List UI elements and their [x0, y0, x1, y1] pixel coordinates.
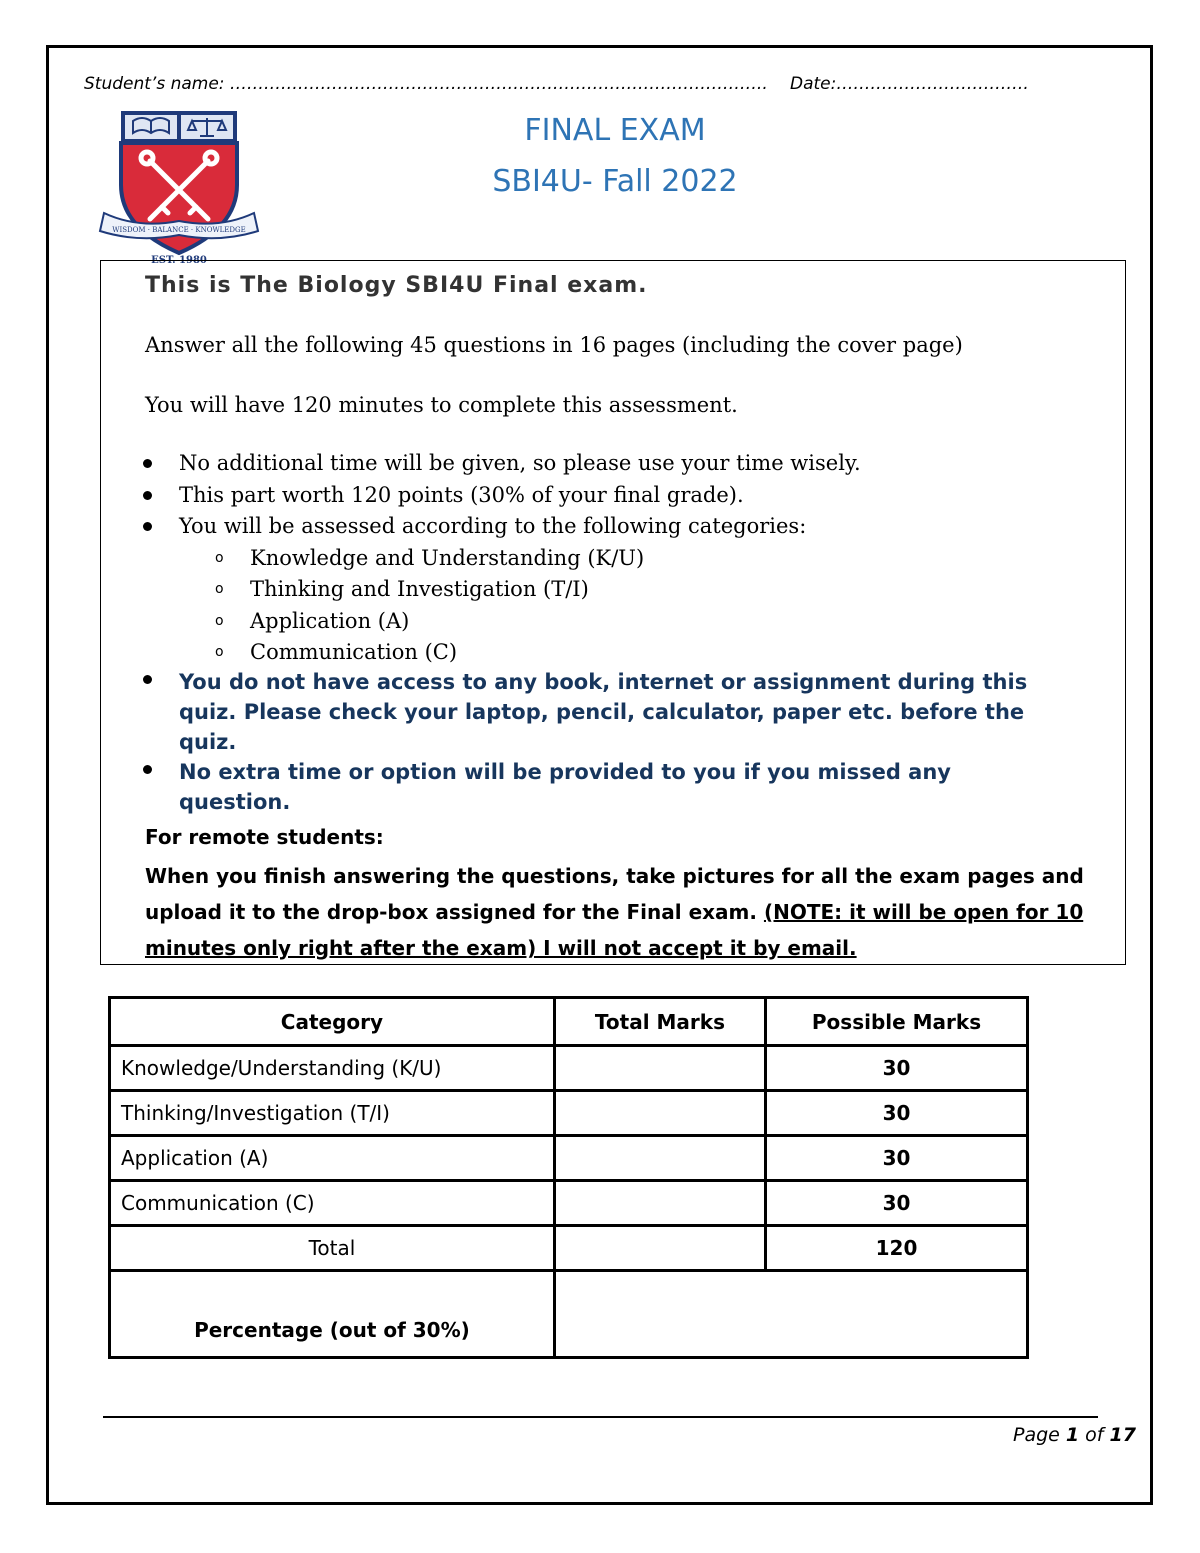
category-cell: Application (A) — [110, 1136, 555, 1181]
date-label: Date:……………………………. — [790, 74, 1029, 94]
exam-title: FINAL EXAM — [524, 113, 706, 148]
possible-marks-cell: 30 — [766, 1181, 1028, 1226]
bullet-dot-icon — [143, 459, 152, 468]
total-marks-cell — [554, 1091, 765, 1136]
bullet-text: You do not have access to any book, internet or assignment during this quiz. Please check your laptop, pencil, calculator, paper etc. before the quiz. — [179, 670, 1028, 754]
circle-bullet-icon: o — [215, 581, 224, 597]
possible-marks-cell: 30 — [766, 1136, 1028, 1181]
page-number: 1 — [1065, 1424, 1080, 1446]
question-count-line: Answer all the following 45 questions in 16 pages (including the cover page) — [145, 333, 963, 357]
footer-divider — [103, 1416, 1098, 1418]
circle-bullet-icon: o — [215, 550, 224, 566]
page-word: Page — [1012, 1424, 1060, 1446]
bullet-text: No additional time will be given, so please use your time wisely. — [179, 451, 861, 475]
percentage-row — [110, 1271, 1028, 1358]
category-cell: Knowledge/Understanding (K/U) — [110, 1046, 555, 1091]
motto-text: WISDOM · BALANCE · KNOWLEDGE — [112, 226, 246, 234]
established-text: EST. 1980 — [151, 255, 207, 266]
percentage-label-cell: Percentage (out of 30%) — [110, 1271, 555, 1358]
category-text: Knowledge and Understanding (K/U) — [250, 546, 645, 570]
category-text: Communication (C) — [250, 640, 458, 664]
percentage-value-cell — [554, 1271, 1027, 1358]
possible-marks-cell: 30 — [766, 1046, 1028, 1091]
category-cell: Communication (C) — [110, 1181, 555, 1226]
time-line: You will have 120 minutes to complete this assessment. — [145, 393, 738, 417]
page-number-footer — [1013, 1424, 1136, 1446]
table-row — [110, 1091, 1028, 1136]
remote-instructions — [145, 858, 1105, 966]
total-marks-cell — [554, 1046, 765, 1091]
total-marks-cell — [554, 1136, 765, 1181]
instructions-box — [100, 260, 1126, 965]
remote-text: When you finish answering the questions, take pictures for all the exam pages and upload it to the drop-box assigned for the Final exam. — [145, 864, 1084, 924]
total-pages: 17 — [1109, 1424, 1136, 1446]
total-marks-cell — [554, 1181, 765, 1226]
bullet-dot-icon — [143, 765, 152, 774]
total-possible-cell: 120 — [766, 1226, 1028, 1271]
bullet-dot-icon — [143, 491, 152, 500]
category-cell: Thinking/Investigation (T/I) — [110, 1091, 555, 1136]
category-text: Application (A) — [250, 609, 410, 633]
total-label-cell: Total — [110, 1226, 555, 1271]
exam-subtitle: SBI4U- Fall 2022 — [492, 164, 738, 199]
bullet-dot-icon — [143, 675, 152, 684]
table-row — [110, 1136, 1028, 1181]
header-line — [84, 74, 1029, 94]
table-row — [110, 1046, 1028, 1091]
column-header: Category — [110, 998, 555, 1046]
bullet-text: No extra time or option will be provided to you if you missed any question. — [179, 760, 951, 814]
table-header-row — [110, 998, 1028, 1046]
of-word: of — [1085, 1424, 1104, 1446]
category-text: Thinking and Investigation (T/I) — [250, 577, 589, 601]
column-header: Possible Marks — [766, 998, 1028, 1046]
instructions-heading: This is The Biology SBI4U Final exam. — [145, 273, 648, 298]
total-marks-cell — [554, 1226, 765, 1271]
bullet-dot-icon — [143, 522, 152, 531]
circle-bullet-icon: o — [215, 644, 224, 660]
possible-marks-cell: 30 — [766, 1091, 1028, 1136]
circle-bullet-icon: o — [215, 613, 224, 629]
column-header: Total Marks — [554, 998, 765, 1046]
remote-heading: For remote students: — [145, 825, 384, 849]
remote-note: (NOTE: it will be open for 10 minutes only right after the exam) I will not accept it by email. — [145, 900, 1084, 960]
bullet-text: You will be assessed according to the following categories: — [179, 514, 807, 538]
total-row — [110, 1226, 1028, 1271]
bullet-text: This part worth 120 points (30% of your final grade). — [179, 483, 744, 507]
table-row — [110, 1181, 1028, 1226]
student-name-label: Student’s name: ………………………………………………………………………………….. — [84, 74, 768, 94]
marks-table — [108, 996, 1029, 1359]
